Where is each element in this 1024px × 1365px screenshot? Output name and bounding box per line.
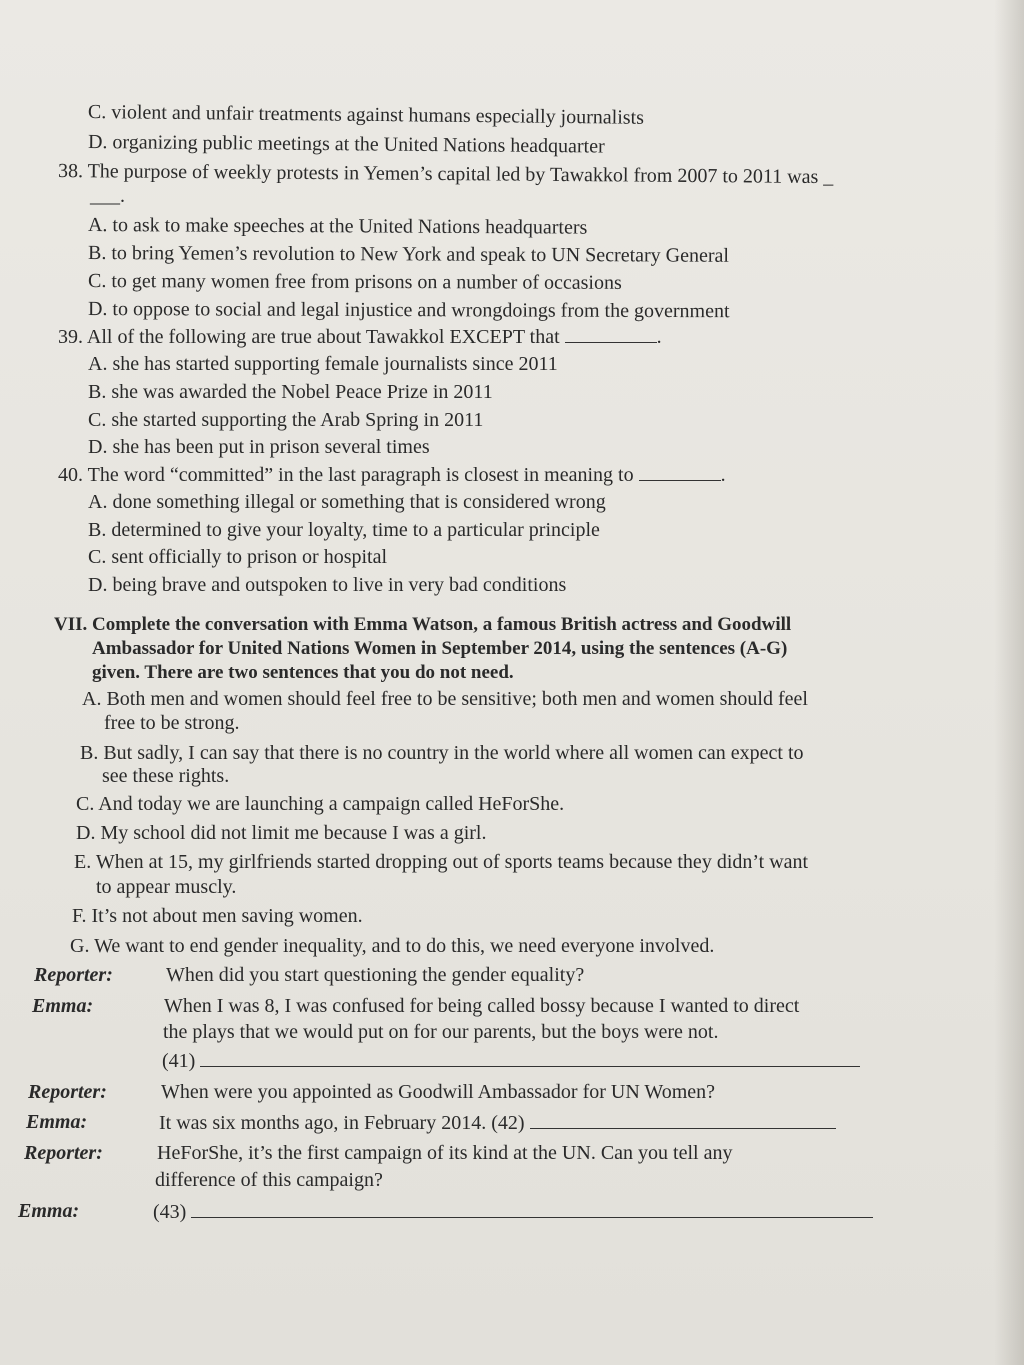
option-letter: D.	[88, 436, 108, 458]
option-text: she has started supporting female journalists since 2011	[112, 353, 558, 375]
dialogue-line: difference of this campaign?	[155, 1169, 383, 1191]
option-text: she started supporting the Arab Spring in 2011	[111, 409, 484, 431]
sentence-a-line-1: A. Both men and women should feel free to be sensitive; both men and women should feel	[82, 688, 808, 710]
answer-blank	[191, 1199, 873, 1218]
q39-option-d	[88, 435, 430, 459]
option-text: to get many women free from prisons on a number of occasions	[111, 270, 622, 294]
option-text: sent officially to prison or hospital	[111, 546, 388, 568]
sentence-d: D. My school did not limit me because I was a girl.	[76, 822, 487, 844]
option-text: violent and unfair treatments against humans especially journalists	[111, 101, 645, 129]
dialogue-line: When I was 8, I was confused for being called bossy because I wanted to direct	[164, 995, 800, 1017]
option-text: she has been put in prison several times	[112, 436, 430, 458]
q37-option-c	[88, 100, 644, 130]
speaker-emma: Emma:	[18, 1200, 80, 1222]
q40-stem	[58, 462, 726, 487]
speaker-reporter: Reporter:	[34, 964, 113, 986]
option-text: to bring Yemen’s revolution to New York and speak to UN Secretary General	[111, 242, 730, 267]
option-text: determined to give your loyalty, time to a particular principle	[111, 519, 600, 541]
answer-blank	[530, 1110, 836, 1129]
speaker-emma: Emma:	[32, 995, 94, 1017]
q37-option-d	[88, 130, 605, 159]
q39-option-a	[88, 352, 558, 376]
q38-option-d	[88, 297, 730, 323]
option-letter: C.	[87, 101, 107, 124]
option-text: she was awarded the Nobel Peace Prize in 2011	[111, 381, 493, 403]
q38-option-b	[88, 241, 729, 268]
q38-stem: 38. The purpose of weekly protests in Yemen’s capital led by Tawakkol from 2007 to 2011 was _	[57, 160, 834, 189]
answer-blank	[639, 462, 721, 481]
answer-43	[153, 1199, 873, 1224]
question-text: 39. All of the following are true about Tawakkol EXCEPT that	[58, 326, 560, 348]
option-text: to ask to make speeches at the United Nations headquarters	[112, 214, 588, 239]
section-heading-line-1: VII. Complete the conversation with Emma Watson, a famous British actress and Goodwill	[54, 614, 792, 635]
dialogue-line: the plays that we would put on for our parents, but the boys were not.	[163, 1021, 719, 1043]
option-text: to oppose to social and legal injustice and wrongdoings from the government	[112, 298, 730, 323]
speaker-reporter: Reporter:	[24, 1142, 103, 1164]
page-edge-shadow	[994, 0, 1024, 1365]
answer-41	[162, 1048, 860, 1073]
option-letter: B.	[87, 242, 107, 265]
option-text: being brave and outspoken to live in very bad conditions	[112, 574, 567, 596]
section-heading-line-3: given. There are two sentences that you do not need.	[92, 662, 514, 683]
option-letter: D.	[87, 298, 108, 321]
sentence-a-line-2: free to be strong.	[104, 712, 240, 734]
q40-option-d	[88, 573, 566, 597]
stem-end: .	[720, 464, 726, 486]
q40-option-a	[88, 490, 606, 514]
answer-42	[159, 1110, 836, 1135]
dialogue-line: When were you appointed as Goodwill Ambassador for UN Women?	[161, 1081, 716, 1103]
q39-option-c	[88, 408, 483, 432]
q39-stem	[58, 324, 662, 349]
question-text: 40. The word “committed” in the last paragraph is closest in meaning to	[58, 464, 634, 486]
q38-option-c	[88, 269, 622, 295]
option-letter: B.	[88, 519, 107, 541]
sentence-e-line-2: to appear muscly.	[96, 876, 237, 898]
option-letter: D.	[88, 574, 108, 596]
q40-option-c	[88, 545, 387, 569]
answer-blank	[565, 324, 657, 343]
blank-number: (43)	[153, 1201, 187, 1223]
stem-end: .	[656, 326, 662, 348]
dialogue-line: HeForShe, it’s the first campaign of its kind at the UN. Can you tell any	[157, 1142, 733, 1164]
section-heading-line-2: Ambassador for United Nations Women in September 2014, using the sentences (A-G)	[92, 638, 788, 659]
option-text: organizing public meetings at the United Nations headquarter	[112, 131, 605, 158]
sentence-b-line-1: B. But sadly, I can say that there is no country in the world where all women can expect to	[80, 742, 804, 764]
blank-number: (41)	[162, 1050, 196, 1072]
option-letter: A.	[88, 491, 108, 513]
sentence-e-line-1: E. When at 15, my girlfriends started dropping out of sports teams because they didn’t want	[74, 851, 809, 873]
dialogue-text: It was six months ago, in February 2014. (42)	[159, 1112, 525, 1134]
sentence-b-line-2: see these rights.	[102, 765, 230, 787]
option-letter: C.	[88, 409, 107, 431]
sentence-g: G. We want to end gender inequality, and to do this, we need everyone involved.	[70, 935, 715, 957]
sentence-f: F. It’s not about men saving women.	[72, 905, 363, 927]
option-letter: D.	[87, 131, 108, 154]
option-letter: A.	[88, 353, 108, 375]
speaker-emma: Emma:	[26, 1111, 88, 1133]
q38-option-a	[88, 213, 587, 240]
q38-stem-continuation: ___.	[90, 185, 125, 207]
option-letter: A.	[87, 214, 108, 237]
answer-blank	[200, 1048, 860, 1067]
option-letter: B.	[88, 381, 107, 403]
option-letter: C.	[88, 546, 107, 568]
option-text: done something illegal or something that is considered wrong	[112, 491, 606, 513]
q40-option-b	[88, 518, 600, 542]
speaker-reporter: Reporter:	[28, 1081, 107, 1103]
sentence-c: C. And today we are launching a campaign called HeForShe.	[76, 793, 565, 815]
option-letter: C.	[87, 270, 107, 293]
dialogue-line: When did you start questioning the gender equality?	[166, 964, 585, 986]
q39-option-b	[88, 380, 493, 404]
